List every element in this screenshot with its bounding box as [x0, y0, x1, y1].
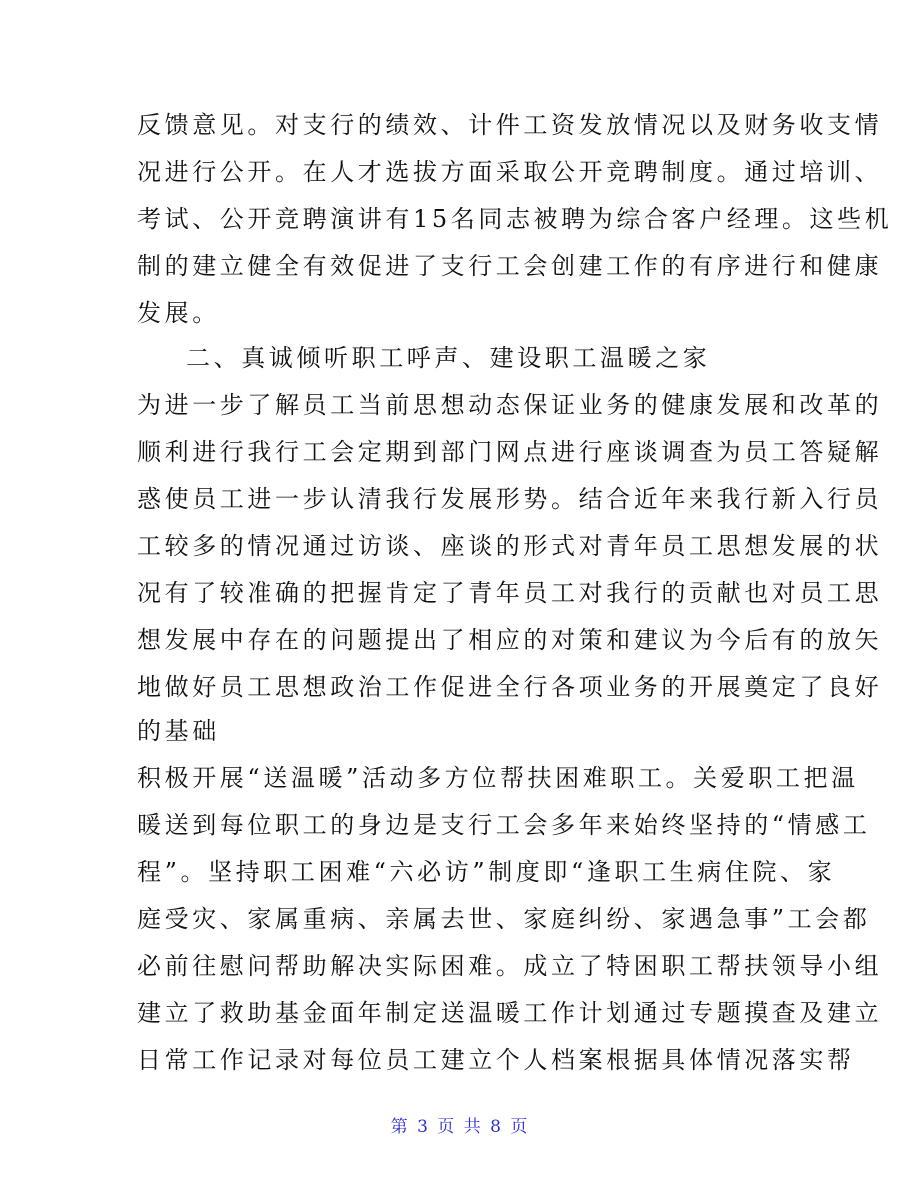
text-line: 工较多的情况通过访谈、座谈的形式对青年员工思想发展的状 [137, 532, 883, 560]
text-line: 的基础 [137, 717, 220, 745]
text-line: 发展。 [137, 299, 220, 327]
text-line: 考试、公开竞聘演讲有15名同志被聘为综合客户经理。这些机 [137, 205, 893, 233]
section-heading: 二、真诚倾听职工呼声、建设职工温暖之家 [186, 344, 711, 372]
text-line: 地做好员工思想政治工作促进全行各项业务的开展奠定了良好 [137, 673, 883, 701]
text-line: 日常工作记录对每位员工建立个人档案根据具体情况落实帮 [137, 1046, 855, 1074]
text-line: 反馈意见。对支行的绩效、计件工资发放情况以及财务收支情 [137, 111, 883, 139]
text-line: 建立了救助基金面年制定送温暖工作计划通过专题摸查及建立 [137, 999, 883, 1027]
text-line: 积极开展“送温暖”活动多方位帮扶困难职工。关爱职工把温 [137, 764, 859, 792]
page-number: 第 3 页 共 8 页 [390, 1117, 530, 1137]
text-line: 顺利进行我行工会定期到部门网点进行座谈调查为员工答疑解 [137, 438, 883, 466]
text-line: 必前往慰问帮助解决实际困难。成立了特困职工帮扶领导小组 [137, 952, 883, 980]
text-line: 想发展中存在的问题提出了相应的对策和建议为今后有的放矢 [137, 626, 883, 654]
text-line: 况有了较准确的把握肯定了青年员工对我行的贡献也对员工思 [137, 579, 883, 607]
text-line: 程”。坚持职工困难“六必访”制度即“逢职工生病住院、家 [137, 858, 836, 886]
text-line: 暖送到每位职工的身边是支行工会多年来始终坚持的“情感工 [137, 811, 871, 839]
text-line: 惑使员工进一步认清我行发展形势。结合近年来我行新入行员 [137, 485, 883, 513]
text-line: 庭受灾、家属重病、亲属去世、家庭纠纷、家遇急事”工会都 [137, 905, 871, 933]
text-line: 为进一步了解员工当前思想动态保证业务的健康发展和改革的 [137, 391, 883, 419]
text-line: 制的建立健全有效促进了支行工会创建工作的有序进行和健康 [137, 252, 883, 280]
text-line: 况进行公开。在人才选拔方面采取公开竞聘制度。通过培训、 [137, 158, 883, 186]
